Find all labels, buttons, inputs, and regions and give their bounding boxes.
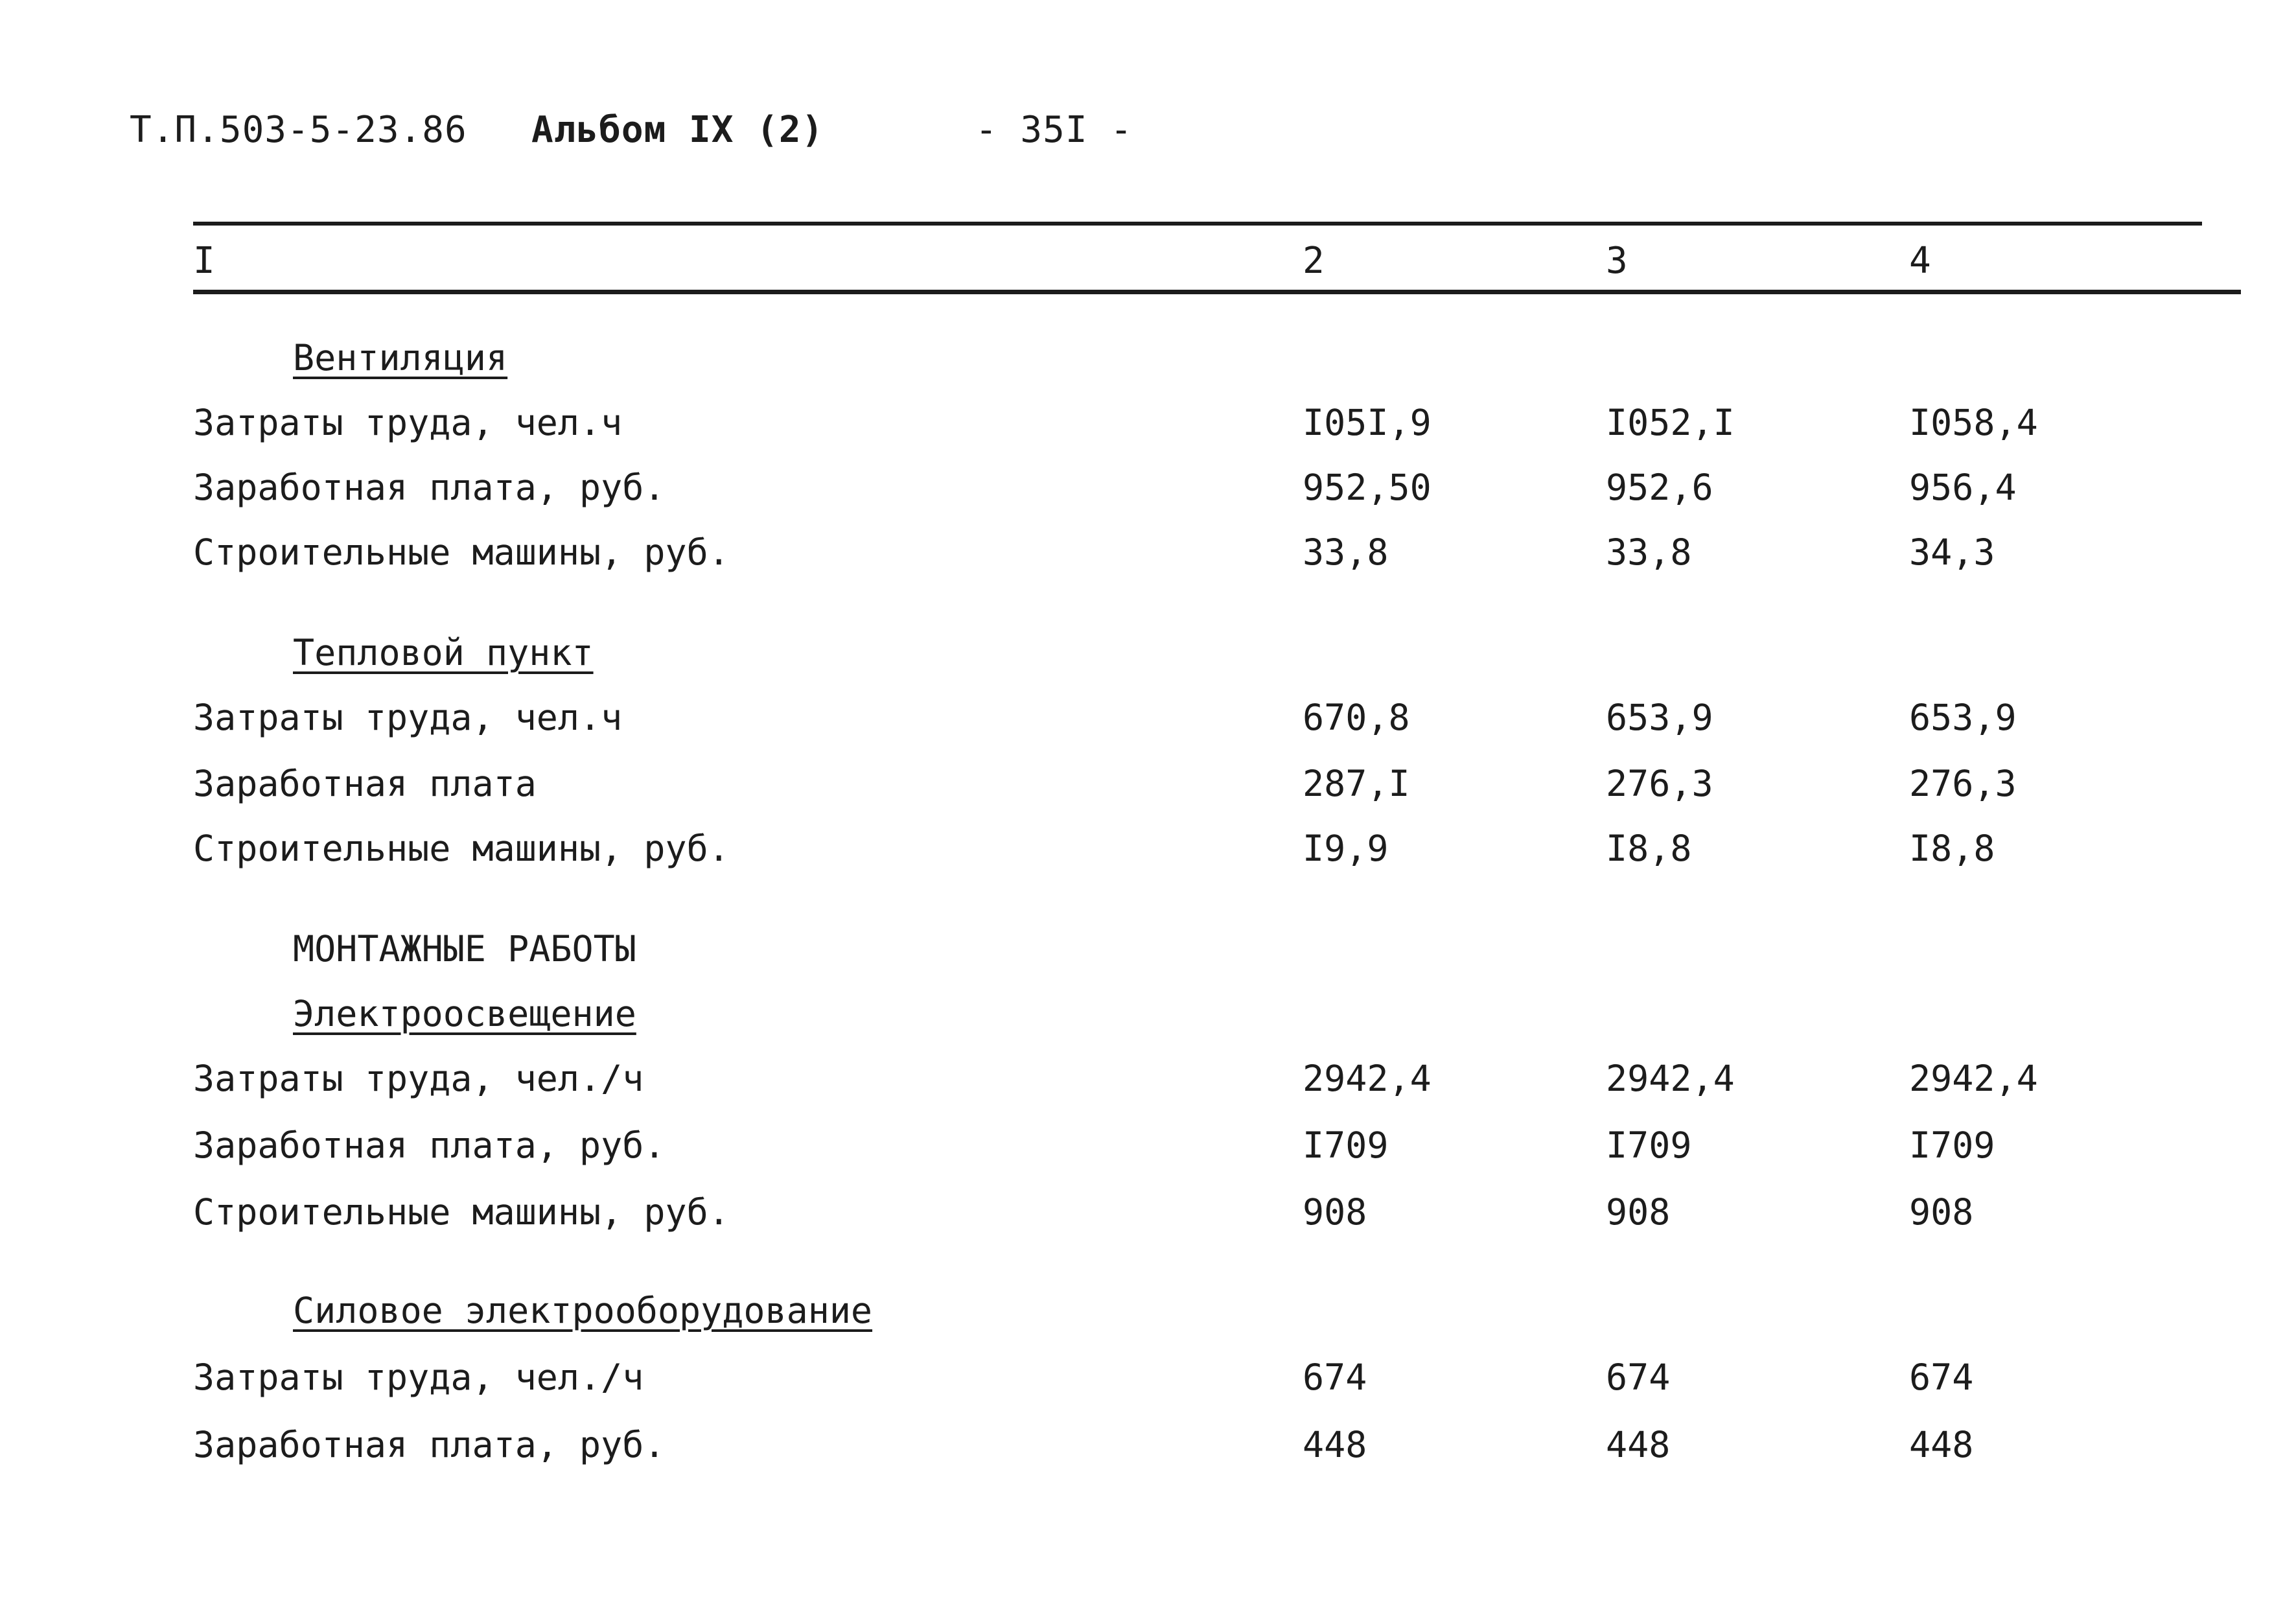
table-row xyxy=(0,1357,2296,1408)
cell-col-3: 653,9 xyxy=(1606,697,1713,738)
table-row xyxy=(0,1424,2296,1476)
table-row xyxy=(0,1191,2296,1243)
cell-col-2: I9,9 xyxy=(1303,828,1389,869)
section-title-power-equipment: Силовое электрооборудование xyxy=(293,1290,873,1331)
cell-col-2: 670,8 xyxy=(1303,697,1410,738)
row-label: Затраты труда, чел./ч xyxy=(193,1058,644,1099)
table-row xyxy=(0,531,2296,583)
cell-col-4: 276,3 xyxy=(1909,763,2017,804)
page-number: - 35I - xyxy=(975,109,1133,151)
table-header-rule xyxy=(193,290,2241,294)
table-row xyxy=(0,763,2296,815)
row-label: Строительные машины, руб. xyxy=(193,531,730,573)
row-label: Заработная плата, руб. xyxy=(193,1124,666,1166)
cell-col-2: 2942,4 xyxy=(1303,1058,1432,1099)
cell-col-3: 2942,4 xyxy=(1606,1058,1735,1099)
cell-col-2: 448 xyxy=(1303,1424,1367,1465)
row-label: Заработная плата xyxy=(193,763,537,804)
column-header-1: I xyxy=(193,240,215,282)
cell-col-3: I8,8 xyxy=(1606,828,1692,869)
cell-col-3: I052,I xyxy=(1606,402,1735,443)
cell-col-4: 956,4 xyxy=(1909,467,2017,508)
cell-col-4: 2942,4 xyxy=(1909,1058,2038,1099)
table-top-rule xyxy=(193,222,2202,226)
row-label: Строительные машины, руб. xyxy=(193,828,730,869)
row-label: Затраты труда, чел.ч xyxy=(193,697,623,738)
row-label: Строительные машины, руб. xyxy=(193,1191,730,1233)
column-header-2: 2 xyxy=(1303,240,1325,282)
cell-col-2: 33,8 xyxy=(1303,531,1389,573)
cell-col-3: 952,6 xyxy=(1606,467,1713,508)
cell-col-2: 952,50 xyxy=(1303,467,1432,508)
row-label: Затраты труда, чел.ч xyxy=(193,402,623,443)
cell-col-3: I709 xyxy=(1606,1124,1692,1166)
cell-col-3: 33,8 xyxy=(1606,531,1692,573)
row-label: Заработная плата, руб. xyxy=(193,1424,666,1465)
cell-col-3: 276,3 xyxy=(1606,763,1713,804)
table-row xyxy=(0,1058,2296,1110)
cell-col-4: I8,8 xyxy=(1909,828,1995,869)
section-title-heat-point: Тепловой пункт xyxy=(293,632,594,673)
cell-col-3: 674 xyxy=(1606,1357,1671,1398)
column-header-4: 4 xyxy=(1909,240,1931,282)
section-title-ventilation: Вентиляция xyxy=(293,337,508,379)
table-row xyxy=(0,467,2296,519)
column-header-3: 3 xyxy=(1606,240,1628,282)
table-row xyxy=(0,402,2296,454)
cell-col-4: I058,4 xyxy=(1909,402,2038,443)
cell-col-4: 34,3 xyxy=(1909,531,1995,573)
cell-col-4: 448 xyxy=(1909,1424,1974,1465)
section-title-electric-lighting: Электроосвещение xyxy=(293,993,636,1034)
cell-col-2: 287,I xyxy=(1303,763,1410,804)
group-title-installation-works: МОНТАЖНЫЕ РАБОТЫ xyxy=(293,928,636,970)
table-row xyxy=(0,697,2296,749)
cell-col-2: 674 xyxy=(1303,1357,1367,1398)
cell-col-2: 908 xyxy=(1303,1191,1367,1233)
row-label: Затраты труда, чел./ч xyxy=(193,1357,644,1398)
cell-col-4: 674 xyxy=(1909,1357,1974,1398)
row-label: Заработная плата, руб. xyxy=(193,467,666,508)
album-label: Альбом IX (2) xyxy=(531,109,824,151)
cell-col-3: 448 xyxy=(1606,1424,1671,1465)
table-row xyxy=(0,1124,2296,1176)
cell-col-4: I709 xyxy=(1909,1124,1995,1166)
cell-col-3: 908 xyxy=(1606,1191,1671,1233)
cell-col-2: I05I,9 xyxy=(1303,402,1432,443)
cell-col-4: 908 xyxy=(1909,1191,1974,1233)
cell-col-4: 653,9 xyxy=(1909,697,2017,738)
document-code: Т.П.503-5-23.86 xyxy=(130,109,467,151)
table-row xyxy=(0,828,2296,880)
cell-col-2: I709 xyxy=(1303,1124,1389,1166)
